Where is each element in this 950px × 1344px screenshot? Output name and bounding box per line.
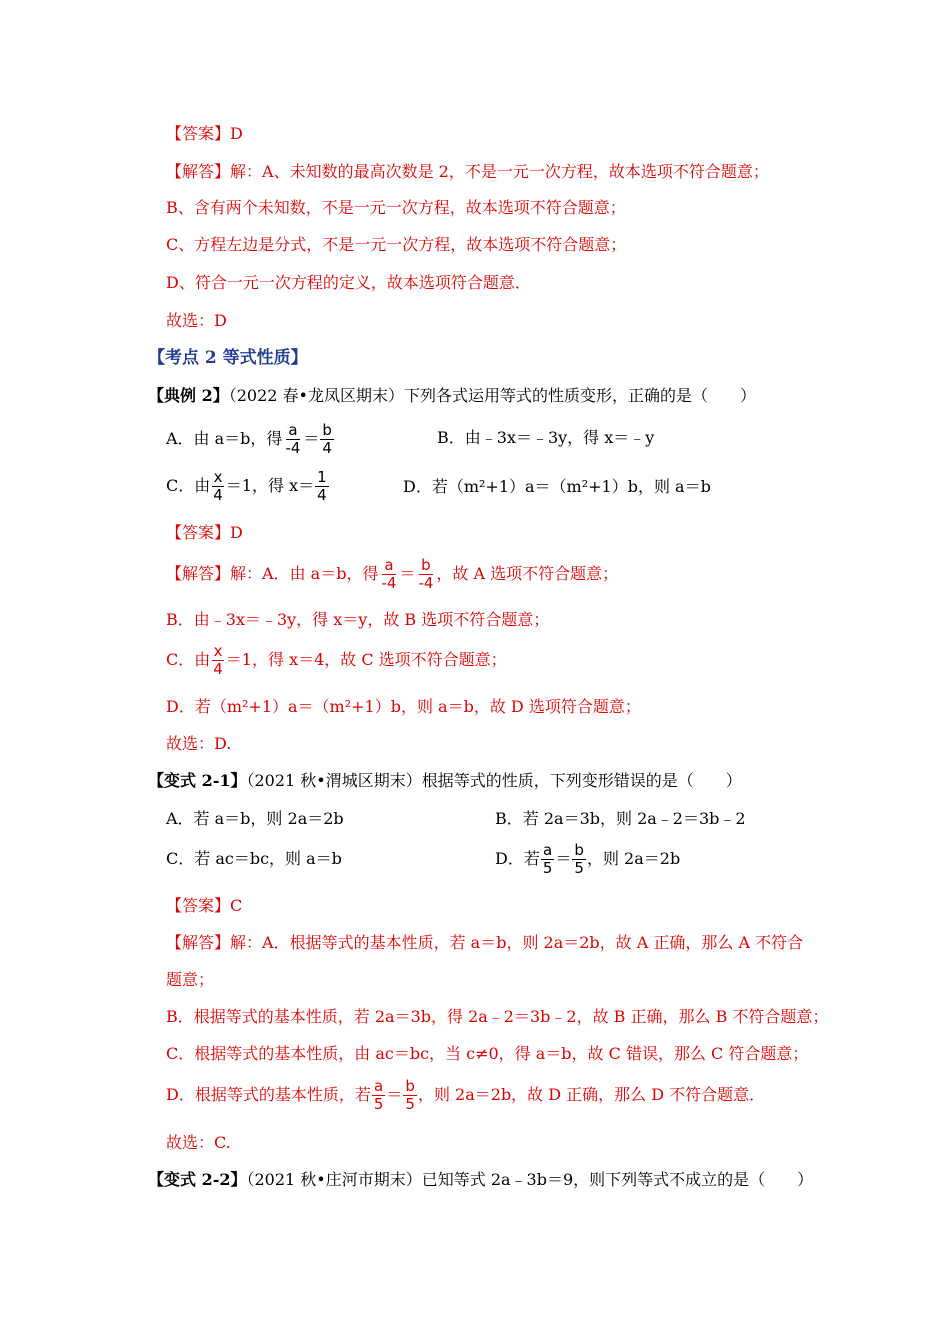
analysis-line-a2: 题意； (166, 970, 215, 989)
analysis-tag: 【解答】 (166, 933, 231, 952)
analysis-line-b: B．根据等式的基本性质，若 2a＝3b，得 2a﹣2＝3b﹣2，故 B 正确，那么 B 不符合题意； (166, 1007, 829, 1026)
denominator: 5 (405, 1095, 415, 1113)
analysis-line-c: C．根据等式的基本性质，由 ac＝bc，当 c≠0，得 a＝b，故 C 错误，那么 C 符合题意； (166, 1044, 809, 1063)
analysis-line-2: B、含有两个未知数，不是一元一次方程，故本选项不符合题意； (166, 198, 626, 217)
option-b: B．若 2a＝3b，则 2a﹣2＝3b﹣2 (495, 809, 746, 828)
option-b: B．由﹣3x＝﹣3y，得 x＝﹣y (437, 428, 655, 447)
option-d: D．若（m²+1）a＝（m²+1）b，则 a＝b (403, 477, 711, 496)
analysis-text: 解：A、未知数的最高次数是 2，不是一元一次方程，故本选项不符合题意； (230, 162, 769, 181)
variant-tag: 【变式 2-2】 (148, 1170, 247, 1189)
numerator: x (213, 642, 223, 660)
denominator: 5 (373, 1095, 384, 1113)
fraction (315, 469, 329, 504)
example-tag: 【典例 2】 (148, 386, 229, 405)
analysis-text: 解：A．根据等式的基本性质，若 a＝b，则 2a＝2b，故 A 正确，那么 A 不符合 (230, 933, 804, 952)
answer-value: C (230, 896, 243, 915)
choice-line: 故选：C. (166, 1133, 231, 1152)
variant-stem-text: （2021 秋•渭城区期末）根据等式的性质，下列变形错误的是（ ） (246, 771, 742, 790)
numerator: b (405, 1077, 415, 1095)
numerator: a (384, 556, 394, 574)
numerator: a (288, 421, 298, 439)
analysis-text: ＝1，得 x＝4，故 C 选项不符合题意； (225, 650, 507, 669)
section-title: 【考点 2 等式性质】 (148, 348, 308, 368)
analysis-line-1 (166, 162, 769, 182)
option-a-text: A．由 a＝b，得 (166, 429, 283, 448)
analysis-text: D．根据等式的基本性质，若 (166, 1085, 371, 1104)
numerator: b (574, 841, 584, 859)
fraction (403, 1078, 417, 1113)
fraction (211, 643, 225, 678)
analysis-line-3: C、方程左边是分式，不是一元一次方程，故本选项不符合题意； (166, 235, 627, 254)
option-a: A．若 a＝b，则 2a＝2b (166, 809, 344, 828)
analysis-line-c (166, 641, 507, 679)
numerator: a (543, 841, 553, 859)
fraction (372, 1078, 386, 1113)
fraction (320, 422, 334, 457)
analysis-line-d: D．若（m²+1）a＝（m²+1）b，则 a＝b，故 D 选项符合题意； (166, 697, 641, 716)
option-c: C．若 ac＝bc，则 a＝b (166, 849, 342, 868)
analysis-text: C．由 (166, 650, 211, 669)
option-c-text: C．由 (166, 476, 211, 495)
denominator: 4 (213, 486, 223, 504)
variant-2-2-stem (148, 1170, 813, 1190)
equals: ＝ (386, 1085, 403, 1104)
fraction (379, 557, 398, 592)
analysis-text: 解：A．由 a＝b，得 (230, 564, 379, 583)
answer-tag: 【答案】 (166, 124, 231, 143)
fraction (416, 557, 435, 592)
denominator: 4 (317, 486, 327, 504)
denominator: -4 (381, 574, 397, 592)
answer-tag: 【答案】 (166, 896, 231, 915)
answer-line (166, 523, 243, 543)
analysis-line-a1 (166, 933, 803, 953)
variant-stem-text: （2021 秋•庄河市期末）已知等式 2a﹣3b＝9，则下列等式不成立的是（ ） (246, 1170, 814, 1189)
answer-tag: 【答案】 (166, 523, 231, 542)
analysis-tag: 【解答】 (166, 564, 231, 583)
denominator: 5 (542, 859, 553, 877)
example-2-stem (148, 386, 756, 406)
option-d-text: D．若 (495, 849, 540, 868)
answer-line (166, 896, 242, 916)
choice-line: 故选：D. (166, 734, 232, 753)
equals: ＝ (399, 564, 416, 583)
example-stem-text: （2022 春•龙凤区期末）下列各式运用等式的性质变形，正确的是（ ） (228, 386, 756, 405)
option-c-mid: ＝1，得 x＝ (225, 476, 315, 495)
numerator: a (374, 1077, 384, 1095)
analysis-text: ，故 A 选项不符合题意； (436, 564, 619, 583)
analysis-line-4: D、符合一元一次方程的定义，故本选项符合题意． (166, 273, 531, 292)
numerator: x (213, 468, 223, 486)
answer-value: D (230, 124, 243, 143)
variant-tag: 【变式 2-1】 (148, 771, 247, 790)
fraction (541, 842, 555, 877)
analysis-tag: 【解答】 (166, 162, 231, 181)
numerator: 1 (317, 468, 327, 486)
fraction (572, 842, 586, 877)
analysis-line-d (166, 1076, 765, 1114)
numerator: b (322, 421, 332, 439)
choice-line: 故选：D (166, 311, 227, 330)
option-d (495, 840, 680, 878)
fraction (211, 469, 225, 504)
denominator: -4 (418, 574, 434, 592)
denominator: 4 (322, 439, 332, 457)
option-a (166, 420, 335, 458)
numerator: b (421, 556, 431, 574)
denominator: 5 (574, 859, 584, 877)
answer-value: D (230, 523, 243, 542)
denominator: 4 (213, 660, 223, 678)
analysis-text: ，则 2a＝2b，故 D 正确，那么 D 不符合题意． (417, 1085, 766, 1104)
equals: ＝ (555, 849, 572, 868)
variant-2-1-stem (148, 771, 742, 791)
analysis-line-a (166, 555, 618, 593)
equals: ＝ (303, 429, 320, 448)
denominator: -4 (285, 439, 301, 457)
analysis-line-b: B．由﹣3x＝﹣3y，得 x＝y，故 B 选项不符合题意； (166, 610, 550, 629)
option-d-text: ，则 2a＝2b (586, 849, 681, 868)
answer-line (166, 124, 243, 144)
option-c (166, 467, 330, 505)
fraction (283, 422, 302, 457)
